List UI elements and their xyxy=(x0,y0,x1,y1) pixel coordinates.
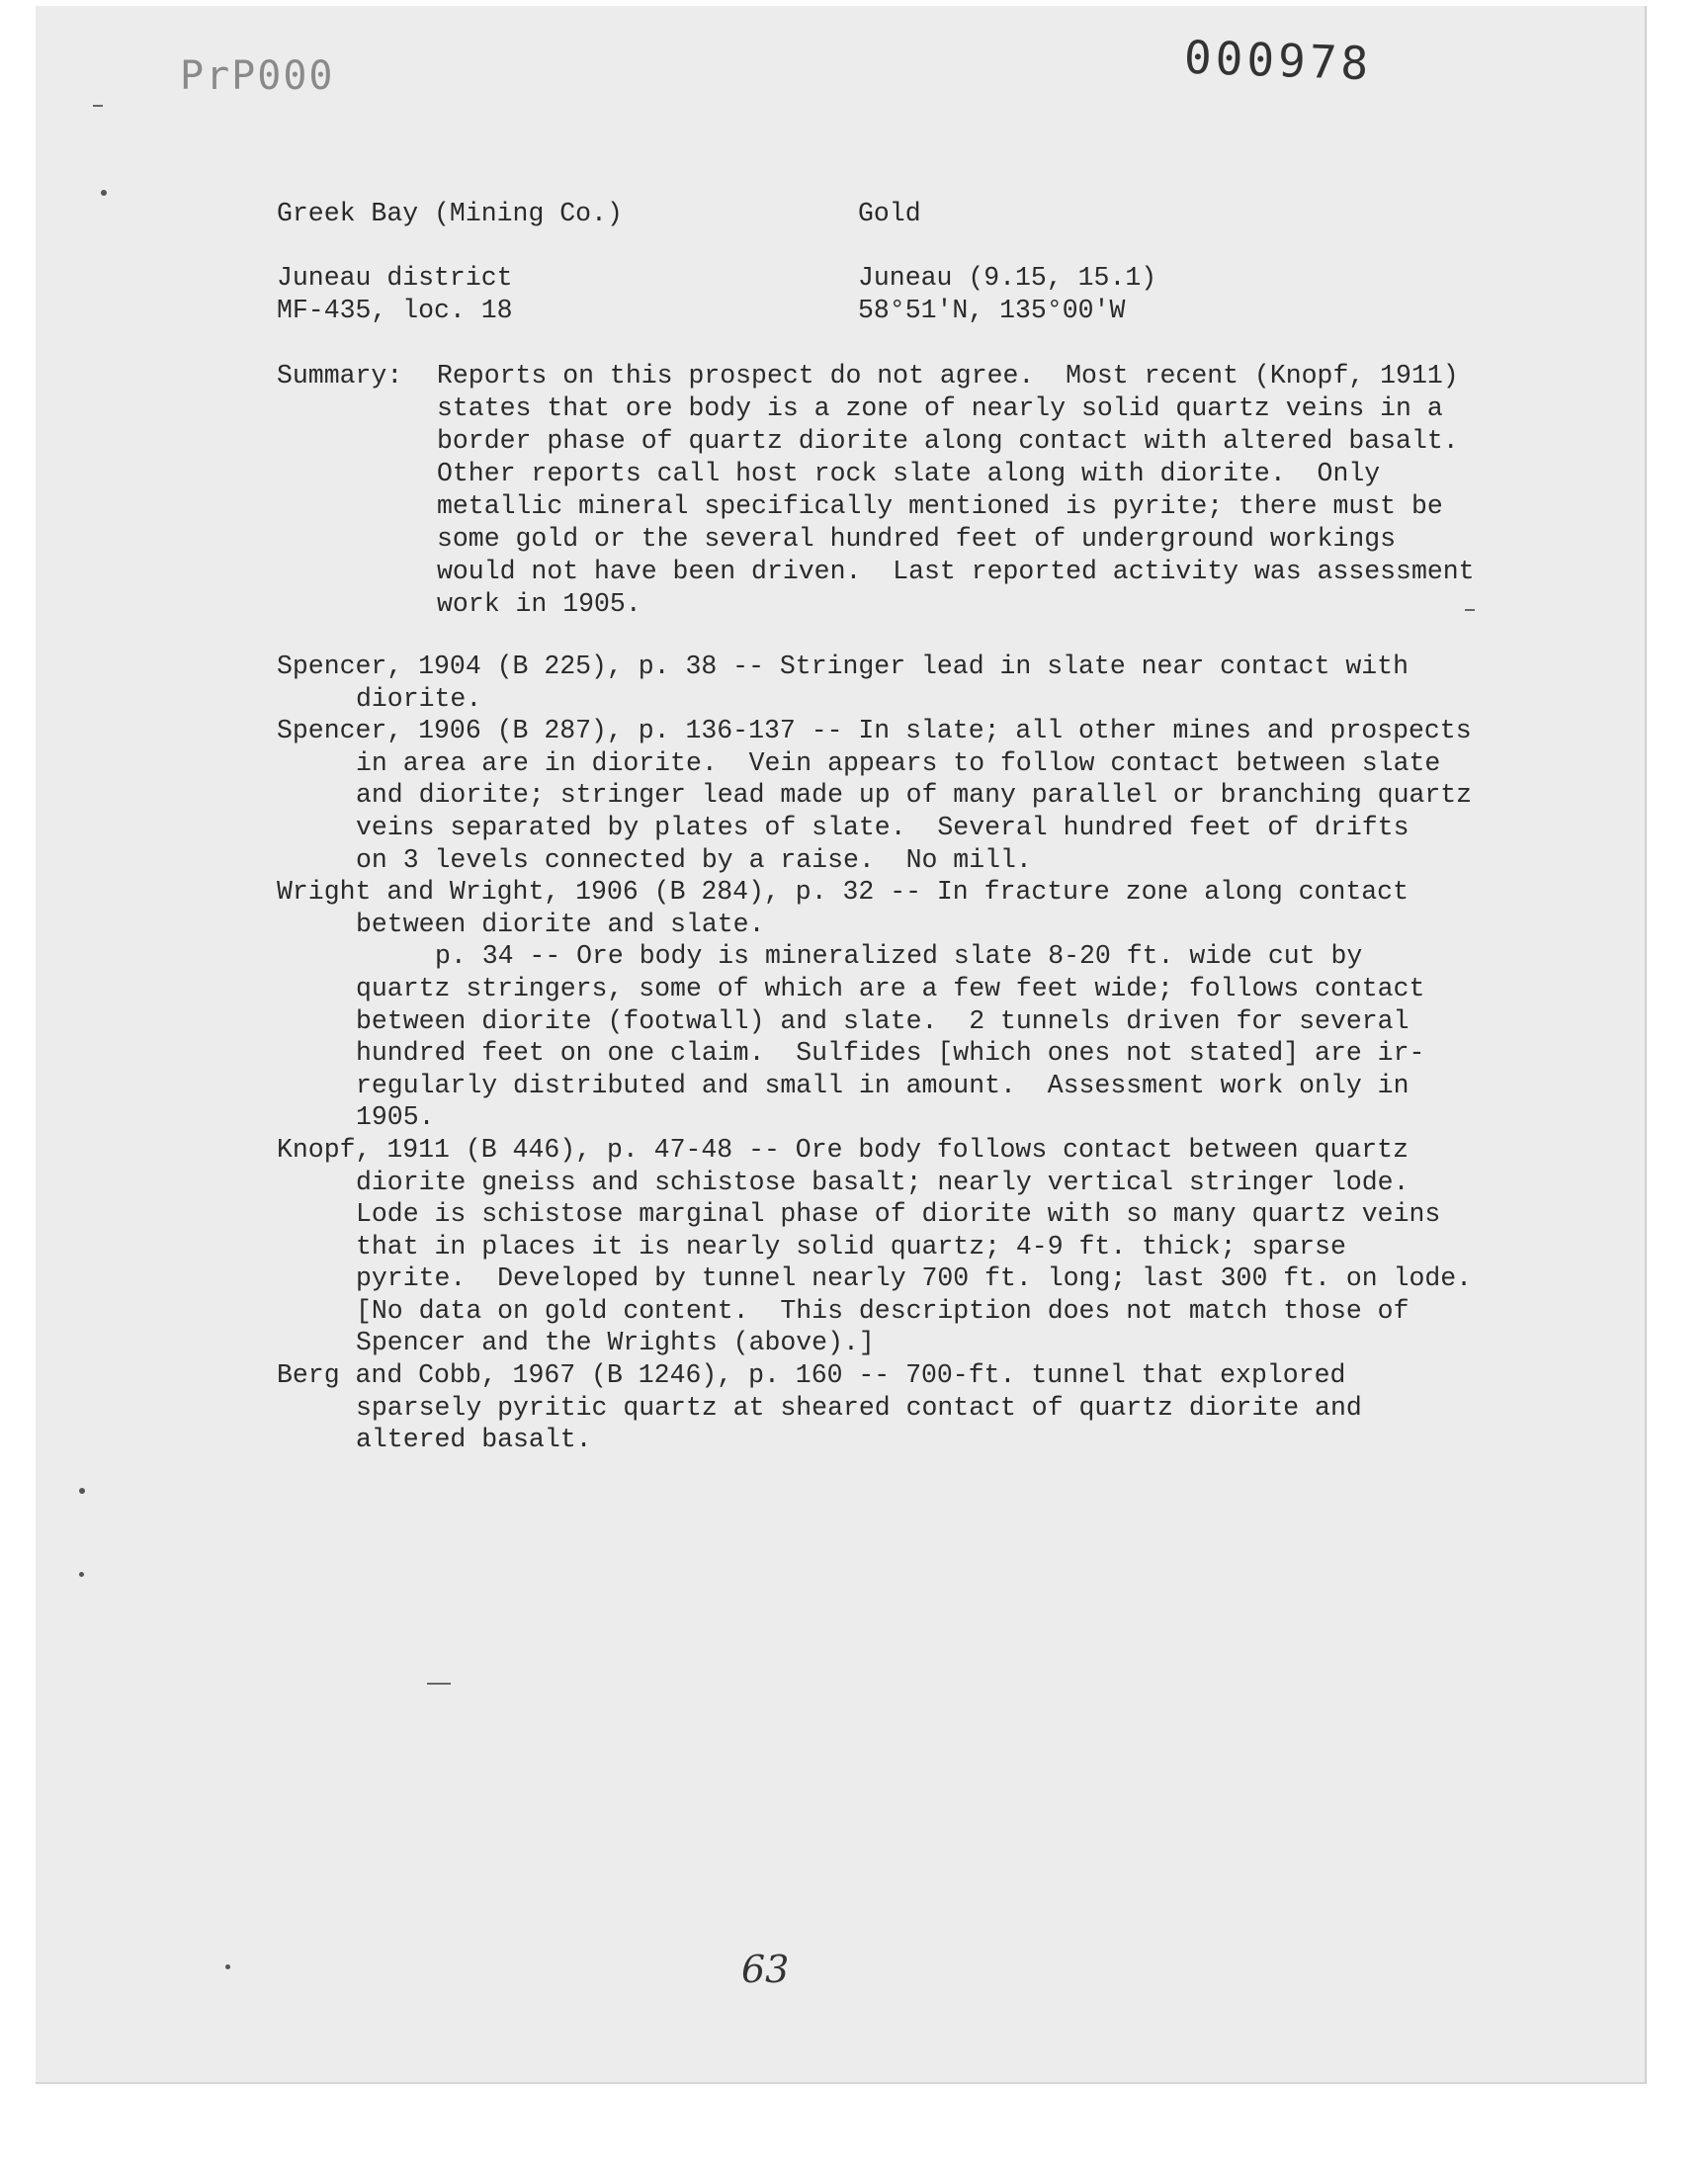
summary-line: states that ore body is a zone of nearly solid quartz veins in a xyxy=(437,393,1443,423)
reference-line: diorite gneiss and schistose basalt; nearly vertical stringer lode. xyxy=(356,1167,1409,1197)
stamp-document-number: 000978 xyxy=(1183,30,1374,91)
reference-line: that in places it is nearly solid quartz; 4-9 ft. thick; sparse xyxy=(356,1231,1346,1262)
references-list xyxy=(277,651,1552,1456)
reference-line: between diorite (footwall) and slate. 2 tunnels driven for several xyxy=(356,1005,1409,1036)
reference-line: Berg and Cobb, 1967 (B 1246), p. 160 -- 700-ft. tunnel that explored xyxy=(277,1360,1346,1391)
summary-line: border phase of quartz diorite along contact with altered basalt. xyxy=(437,426,1459,456)
scan-speck xyxy=(79,1572,84,1577)
quadrangle: Juneau (9.15, 15.1) xyxy=(858,263,1157,293)
commodity: Gold xyxy=(858,199,921,228)
summary-label: Summary: xyxy=(277,361,403,391)
reference-line: Spencer and the Wrights (above).] xyxy=(356,1328,875,1358)
reference-line: p. 34 -- Ore body is mineralized slate 8-20 ft. wide cut by xyxy=(435,941,1363,972)
summary-line: metallic mineral specifically mentioned is pyrite; there must be xyxy=(437,491,1443,521)
reference-line: diorite. xyxy=(356,683,482,714)
handwritten-page-number: 63 xyxy=(741,1948,790,1991)
reference-line: hundred feet on one claim. Sulfides [which ones not stated] are ir- xyxy=(356,1038,1425,1069)
reference-line: Spencer, 1904 (B 225), p. 38 -- Stringer lead in slate near contact with xyxy=(277,652,1409,681)
summary-line: would not have been driven. Last reported activity was assessment xyxy=(437,557,1475,586)
stamp-left: PrP000 xyxy=(180,53,335,99)
scan-mark xyxy=(1465,609,1475,611)
reference-line: Knopf, 1911 (B 446), p. 47-48 -- Ore body follows contact between quartz xyxy=(277,1134,1409,1165)
reference-line: Wright and Wright, 1906 (B 284), p. 32 -- In fracture zone along contact xyxy=(277,877,1409,908)
summary-line: work in 1905. xyxy=(437,589,641,619)
scan-speck xyxy=(101,190,107,196)
reference-line: veins separated by plates of slate. Several hundred feet of drifts xyxy=(356,812,1409,842)
reference-line: regularly distributed and small in amount. Assessment work only in xyxy=(356,1070,1409,1100)
summary-text xyxy=(437,360,1534,621)
reference-line: 1905. xyxy=(356,1102,435,1133)
reference-line: Spencer, 1906 (B 287), p. 136-137 -- In slate; all other mines and prospects xyxy=(277,716,1472,746)
reference-line: sparsely pyritic quartz at sheared contact of quartz diorite and xyxy=(356,1392,1362,1423)
reference-line: between diorite and slate. xyxy=(356,909,765,939)
reference-line: and diorite; stringer lead made up of many parallel or branching quartz xyxy=(356,780,1473,811)
reference-line: quartz stringers, some of which are a few feet wide; follows contact xyxy=(356,973,1425,1003)
summary-line: Other reports call host rock slate along with diorite. Only xyxy=(437,459,1381,488)
scan-mark xyxy=(427,1683,451,1685)
scan-mark xyxy=(93,105,103,107)
reference-line: [No data on gold content. This description does not match those of xyxy=(356,1295,1409,1326)
reference-line: on 3 levels connected by a raise. No mill. xyxy=(356,844,1032,875)
reference-line: Lode is schistose marginal phase of diorite with so many quartz veins xyxy=(356,1199,1441,1230)
prospect-name: Greek Bay (Mining Co.) xyxy=(277,199,623,228)
scan-speck xyxy=(225,1964,230,1969)
summary-line: Reports on this prospect do not agree. Most recent (Knopf, 1911) xyxy=(437,361,1459,391)
coordinates: 58°51'N, 135°00'W xyxy=(858,296,1126,325)
map-reference: MF-435, loc. 18 xyxy=(277,296,513,325)
scan-speck xyxy=(79,1488,85,1494)
reference-line: altered basalt. xyxy=(356,1425,592,1455)
reference-line: pyrite. Developed by tunnel nearly 700 ft. long; last 300 ft. on lode. xyxy=(356,1263,1473,1294)
reference-line: in area are in diorite. Vein appears to follow contact between slate xyxy=(356,747,1441,778)
district: Juneau district xyxy=(277,263,513,293)
summary-line: some gold or the several hundred feet of underground workings xyxy=(437,524,1397,554)
